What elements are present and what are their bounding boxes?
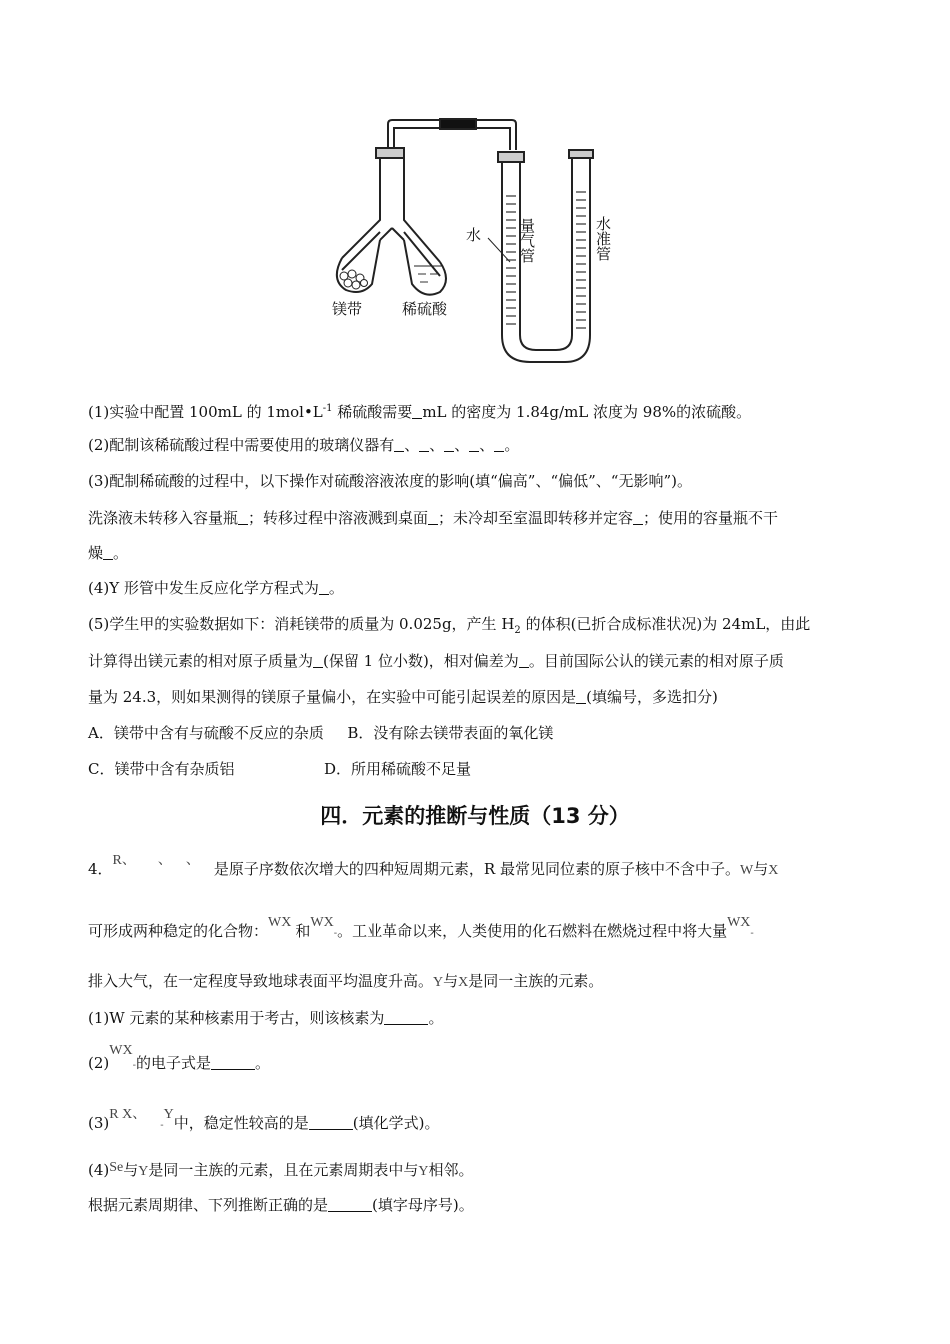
option-a[interactable]: A．镁带中含有与硫酸不反应的杂质 xyxy=(88,724,324,742)
blank[interactable] xyxy=(428,510,438,525)
q4-line3: 排入大气，在一定程度导致地球表面平均温度升高。Y与X是同一主族的元素。 xyxy=(88,972,604,990)
q4-sub5: 根据元素周期律、下列推断正确的是 (填字母序号)。 xyxy=(88,1196,474,1214)
q4-sub4: (4)Se与Y是同一主族的元素，且在元素周期表中与Y相邻。 xyxy=(88,1160,474,1179)
label-dilute-acid: 稀硫酸 xyxy=(402,300,448,318)
blank[interactable] xyxy=(519,653,529,668)
q3-part3-end: 燥 。 xyxy=(88,544,129,562)
blank[interactable] xyxy=(419,437,429,452)
option-c[interactable]: C．镁带中含有杂质铝 xyxy=(88,760,235,778)
blank[interactable] xyxy=(319,580,329,595)
blank[interactable] xyxy=(494,437,504,452)
blank[interactable] xyxy=(633,510,643,525)
q3-part5b: 计算得出镁元素的相对原子质量为 (保留 1 位小数)，相对偏差为 。目前国际公认的镁元素的相对原子质 xyxy=(88,652,784,670)
q3-part2: (2)配制该稀硫酸过程中需要使用的玻璃仪器有 、 、 、 、 。 xyxy=(88,436,520,454)
q4-line2: 可形成两种稳定的化合物：WX 和WX-。工业革命以来，人类使用的化石燃料在燃烧过程中将大量WX- xyxy=(88,915,754,940)
blank[interactable] xyxy=(309,1115,353,1130)
option-b[interactable]: B．没有除去镁带表面的氧化镁 xyxy=(347,724,554,742)
blank[interactable] xyxy=(444,437,454,452)
apparatus-figure xyxy=(0,0,950,380)
section-heading: 四．元素的推断与性质（13 分） xyxy=(320,804,630,828)
q3-part5a: (5)学生甲的实验数据如下：消耗镁带的质量为 0.025g，产生 $H_2$ 的体积(已折合成标准状况)为 24mL，由此 xyxy=(88,615,811,636)
q3-part4: (4)Y 形管中发生反应化学方程式为 。 xyxy=(88,579,344,597)
blank[interactable] xyxy=(103,545,113,560)
blank[interactable] xyxy=(328,1197,372,1212)
blank[interactable] xyxy=(313,653,323,668)
q3-part3-items: 洗涤液未转移入容量瓶 ；转移过程中溶液溅到桌面 ；未冷却至室温即转移并定容 ；使用的容量瓶不干 xyxy=(88,509,779,527)
option-d[interactable]: D．所用稀硫酸不足量 xyxy=(324,760,472,778)
blank[interactable] xyxy=(576,689,586,704)
q4-sub1: (1)W 元素的某种核素用于考古，则该核素为 。 xyxy=(88,1009,444,1027)
blank[interactable] xyxy=(211,1055,255,1070)
label-water: 水 xyxy=(466,226,482,244)
label-gas-tube: 量气管 xyxy=(518,218,536,263)
blank[interactable] xyxy=(384,1010,428,1025)
q4-sub2: (2)WX-的电子式是 。 xyxy=(88,1043,270,1072)
label-level-tube: 水准管 xyxy=(594,216,612,261)
label-mg-ribbon: 镁带 xyxy=(332,300,363,318)
q3-options-ab xyxy=(88,723,553,743)
q4-sub3: (3)R X、-Y中，稳定性较高的是 (填化学式)。 xyxy=(88,1107,440,1132)
blank[interactable] xyxy=(412,404,422,419)
blank[interactable] xyxy=(394,437,404,452)
q3-part1: (1)实验中配置 100mL 的 $1mol•L^{-1}$ 稀硫酸需要 mL 的密度为 1.84g/mL 浓度为 98%的浓硫酸。 xyxy=(88,403,752,421)
blank[interactable] xyxy=(469,437,479,452)
q3-options-cd xyxy=(88,759,471,779)
q3-part3: (3)配制稀硫酸的过程中，以下操作对硫酸溶液浓度的影响(填“偏高”、“偏低”、“无影响”)。 xyxy=(88,472,692,490)
blank[interactable] xyxy=(238,510,248,525)
q3-part5c: 量为 24.3，则如果测得的镁原子量偏小，在实验中可能引起误差的原因是 (填编号，多选扣分) xyxy=(88,688,718,706)
q4-line1: 4．R、 、 、 是原子序数依次增大的四种短周期元素，R 最常见同位素的原子核中不含中子。W与X xyxy=(88,853,779,878)
